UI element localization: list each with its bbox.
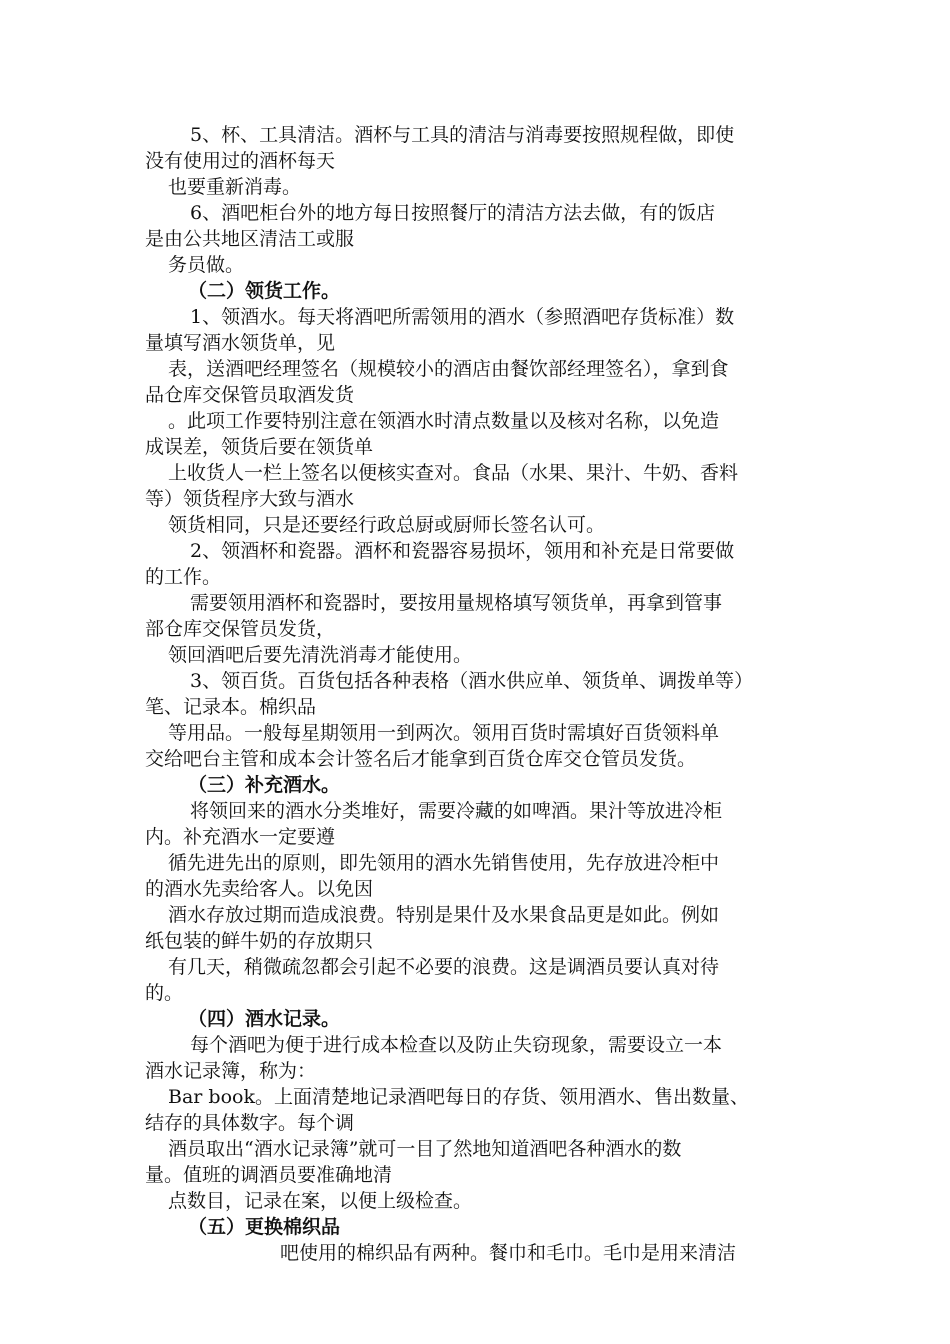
- text-line: 表，送酒吧经理签名（规模较小的酒店由餐饮部经理签名），拿到食: [168, 358, 729, 380]
- text-line: 酒员取出“酒水记录簿”就可一目了然地知道酒吧各种酒水的数: [168, 1138, 682, 1160]
- text-line: 6、酒吧柜台外的地方每日按照餐厅的清洁方法去做，有的饭店: [190, 202, 716, 224]
- text-line: 部仓库交保管员发货，: [145, 618, 336, 640]
- text-line: 纸包装的鲜牛奶的存放期只: [145, 930, 374, 952]
- section-heading: （五）更换棉织品: [188, 1216, 341, 1238]
- text-line: 1、领酒水。每天将酒吧所需领用的酒水（参照酒吧存货标准）数: [190, 306, 735, 328]
- text-line: 品仓库交保管员取酒发货: [145, 384, 355, 406]
- text-line: 2、领酒杯和瓷器。酒杯和瓷器容易损坏，领用和补充是日常要做: [190, 540, 735, 562]
- text-line: 将领回来的酒水分类堆好，需要冷藏的如啤酒。果汁等放进冷柜: [190, 800, 723, 822]
- text-line: 没有使用过的酒杯每天: [145, 150, 336, 172]
- text-line: 交给吧台主管和成本会计签名后才能拿到百货仓库交仓管员发货。: [145, 748, 697, 770]
- text-line: 。此项工作要特别注意在领酒水时清点数量以及核对名称，以免造: [168, 410, 720, 432]
- text-line: 的工作。: [145, 566, 222, 588]
- text-line: 的酒水先卖给客人。以免因: [145, 878, 374, 900]
- text-line: 上收货人一栏上签名以便核实查对。食品（水果、果汁、牛奶、香料: [168, 462, 739, 484]
- text-line: 结存的具体数字。每个调: [145, 1112, 355, 1134]
- section-heading: （二）领货工作。: [188, 280, 341, 302]
- text-line: 酒水存放过期而造成浪费。特别是果什及水果食品更是如此。例如: [168, 904, 720, 926]
- text-line: 3、领百货。百货包括各种表格（酒水供应单、领货单、调拨单等）: [190, 670, 754, 692]
- text-line: 领货相同，只是还要经行政总厨或厨师长签名认可。: [168, 514, 606, 536]
- text-line: 笔、记录本。棉织品: [145, 696, 317, 718]
- text-line: 内。补充酒水一定要遵: [145, 826, 336, 848]
- text-line: 有几天，稍微疏忽都会引起不必要的浪费。这是调酒员要认真对待: [168, 956, 720, 978]
- text-line: Bar book。上面清楚地记录酒吧每日的存货、领用酒水、售出数量、: [168, 1086, 749, 1108]
- text-line: 也要重新消毒。: [168, 176, 302, 198]
- text-line: 量。值班的调酒员要准确地清: [145, 1164, 393, 1186]
- text-line: 每个酒吧为便于进行成本检查以及防止失窃现象，需要设立一本: [190, 1034, 723, 1056]
- text-line: 点数目，记录在案，以便上级检查。: [168, 1190, 473, 1212]
- text-line: 成误差，领货后要在领货单: [145, 436, 374, 458]
- text-line: 酒水记录簿，称为：: [145, 1060, 317, 1082]
- text-line: 的。: [145, 982, 184, 1004]
- text-line: 等）领货程序大致与酒水: [145, 488, 355, 510]
- text-line: 是由公共地区清洁工或服: [145, 228, 355, 250]
- text-line: 循先进先出的原则，即先领用的酒水先销售使用，先存放进冷柜中: [168, 852, 720, 874]
- text-line: 等用品。一般每星期领用一到两次。领用百货时需填好百货领料单: [168, 722, 720, 744]
- text-line: 5、杯、工具清洁。酒杯与工具的清洁与消毒要按照规程做，即使: [190, 124, 735, 146]
- section-heading: （四）酒水记录。: [188, 1008, 341, 1030]
- text-line: 务员做。: [168, 254, 245, 276]
- text-line: 需要领用酒杯和瓷器时，要按用量规格填写领货单，再拿到管事: [190, 592, 723, 614]
- text-line: 量填写酒水领货单，见: [145, 332, 336, 354]
- text-line: 吧使用的棉织品有两种。餐巾和毛巾。毛巾是用来清洁: [280, 1242, 737, 1264]
- text-line: 领回酒吧后要先清洗消毒才能使用。: [168, 644, 473, 666]
- section-heading: （三）补充酒水。: [188, 774, 341, 796]
